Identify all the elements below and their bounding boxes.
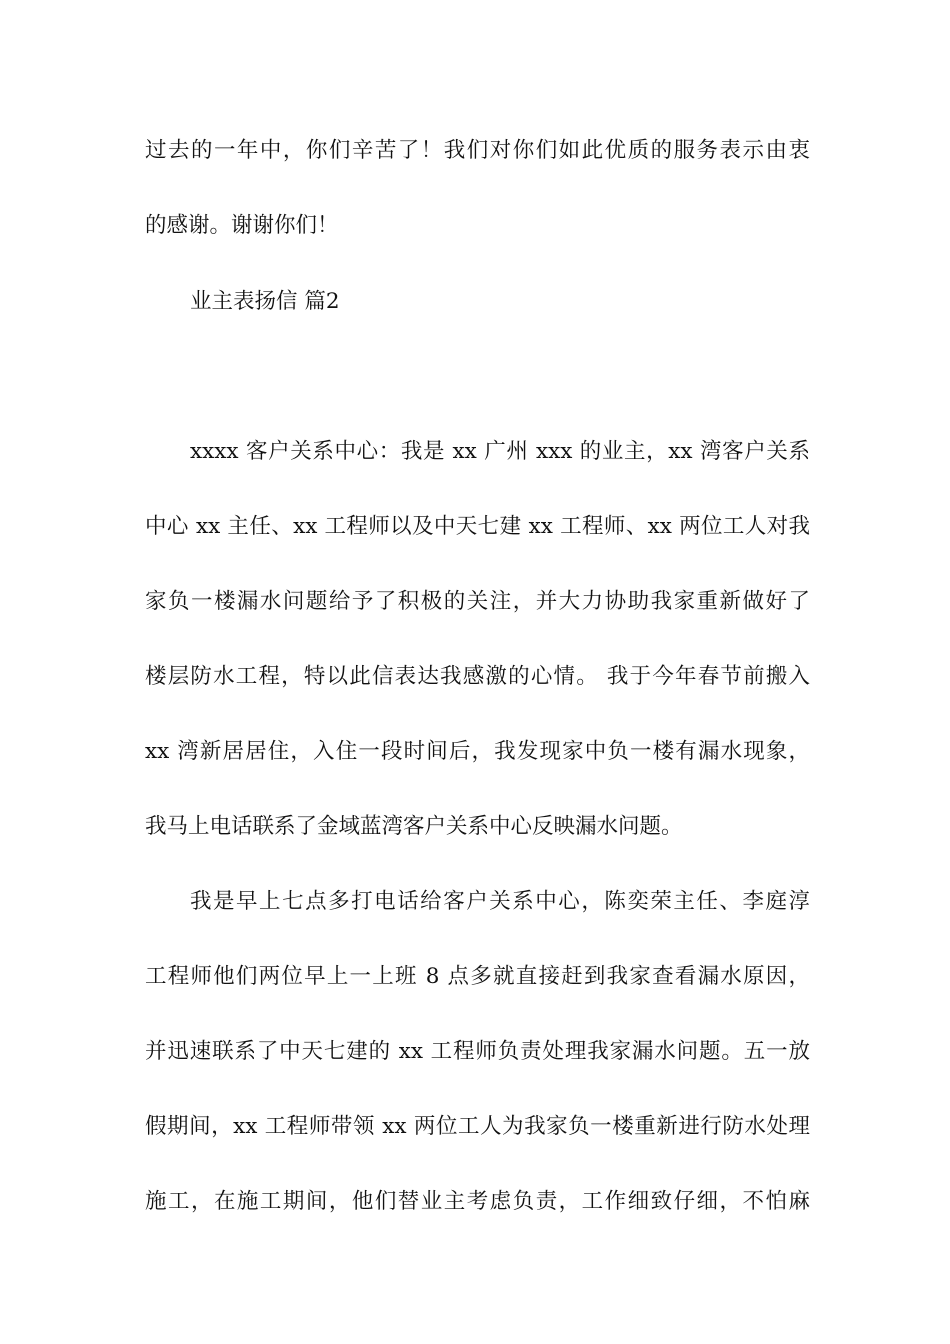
paragraph-line-5: 家负一楼漏水问题给予了积极的关注，并大力协助我家重新做好了 (145, 589, 810, 614)
paragraph-line-2: 的感谢。谢谢你们！ (145, 213, 339, 238)
paragraph-line-4: 中心 xx 主任、xx 工程师以及中天七建 xx 工程师、xx 两位工人对我 (145, 514, 810, 539)
paragraph-line-10: 工程师他们两位早上一上班 8 点多就直接赶到我家查看漏水原因， (145, 964, 810, 989)
paragraph-line-6: 楼层防水工程，特以此信表达我感激的心情。 我于今年春节前搬入 (145, 664, 810, 689)
paragraph-line-7: xx 湾新居居住，入住一段时间后，我发现家中负一楼有漏水现象， (145, 739, 810, 764)
paragraph-line-12: 假期间，xx 工程师带领 xx 两位工人为我家负一楼重新进行防水处理 (145, 1114, 810, 1139)
section-heading: 业主表扬信 篇2 (190, 289, 340, 314)
paragraph-line-9: 我是早上七点多打电话给客户关系中心，陈奕荣主任、李庭淳 (190, 889, 810, 914)
paragraph-line-13: 施工，在施工期间，他们替业主考虑负责，工作细致仔细，不怕麻 (145, 1189, 810, 1214)
paragraph-line-3: xxxx 客户关系中心：我是 xx 广州 xxx 的业主，xx 湾客户关系 (190, 439, 810, 464)
paragraph-line-1: 过去的一年中，你们辛苦了！我们对你们如此优质的服务表示由衷 (145, 138, 810, 163)
paragraph-line-8: 我马上电话联系了金域蓝湾客户关系中心反映漏水问题。 (145, 814, 683, 839)
paragraph-line-11: 并迅速联系了中天七建的 xx 工程师负责处理我家漏水问题。五一放 (145, 1039, 810, 1064)
